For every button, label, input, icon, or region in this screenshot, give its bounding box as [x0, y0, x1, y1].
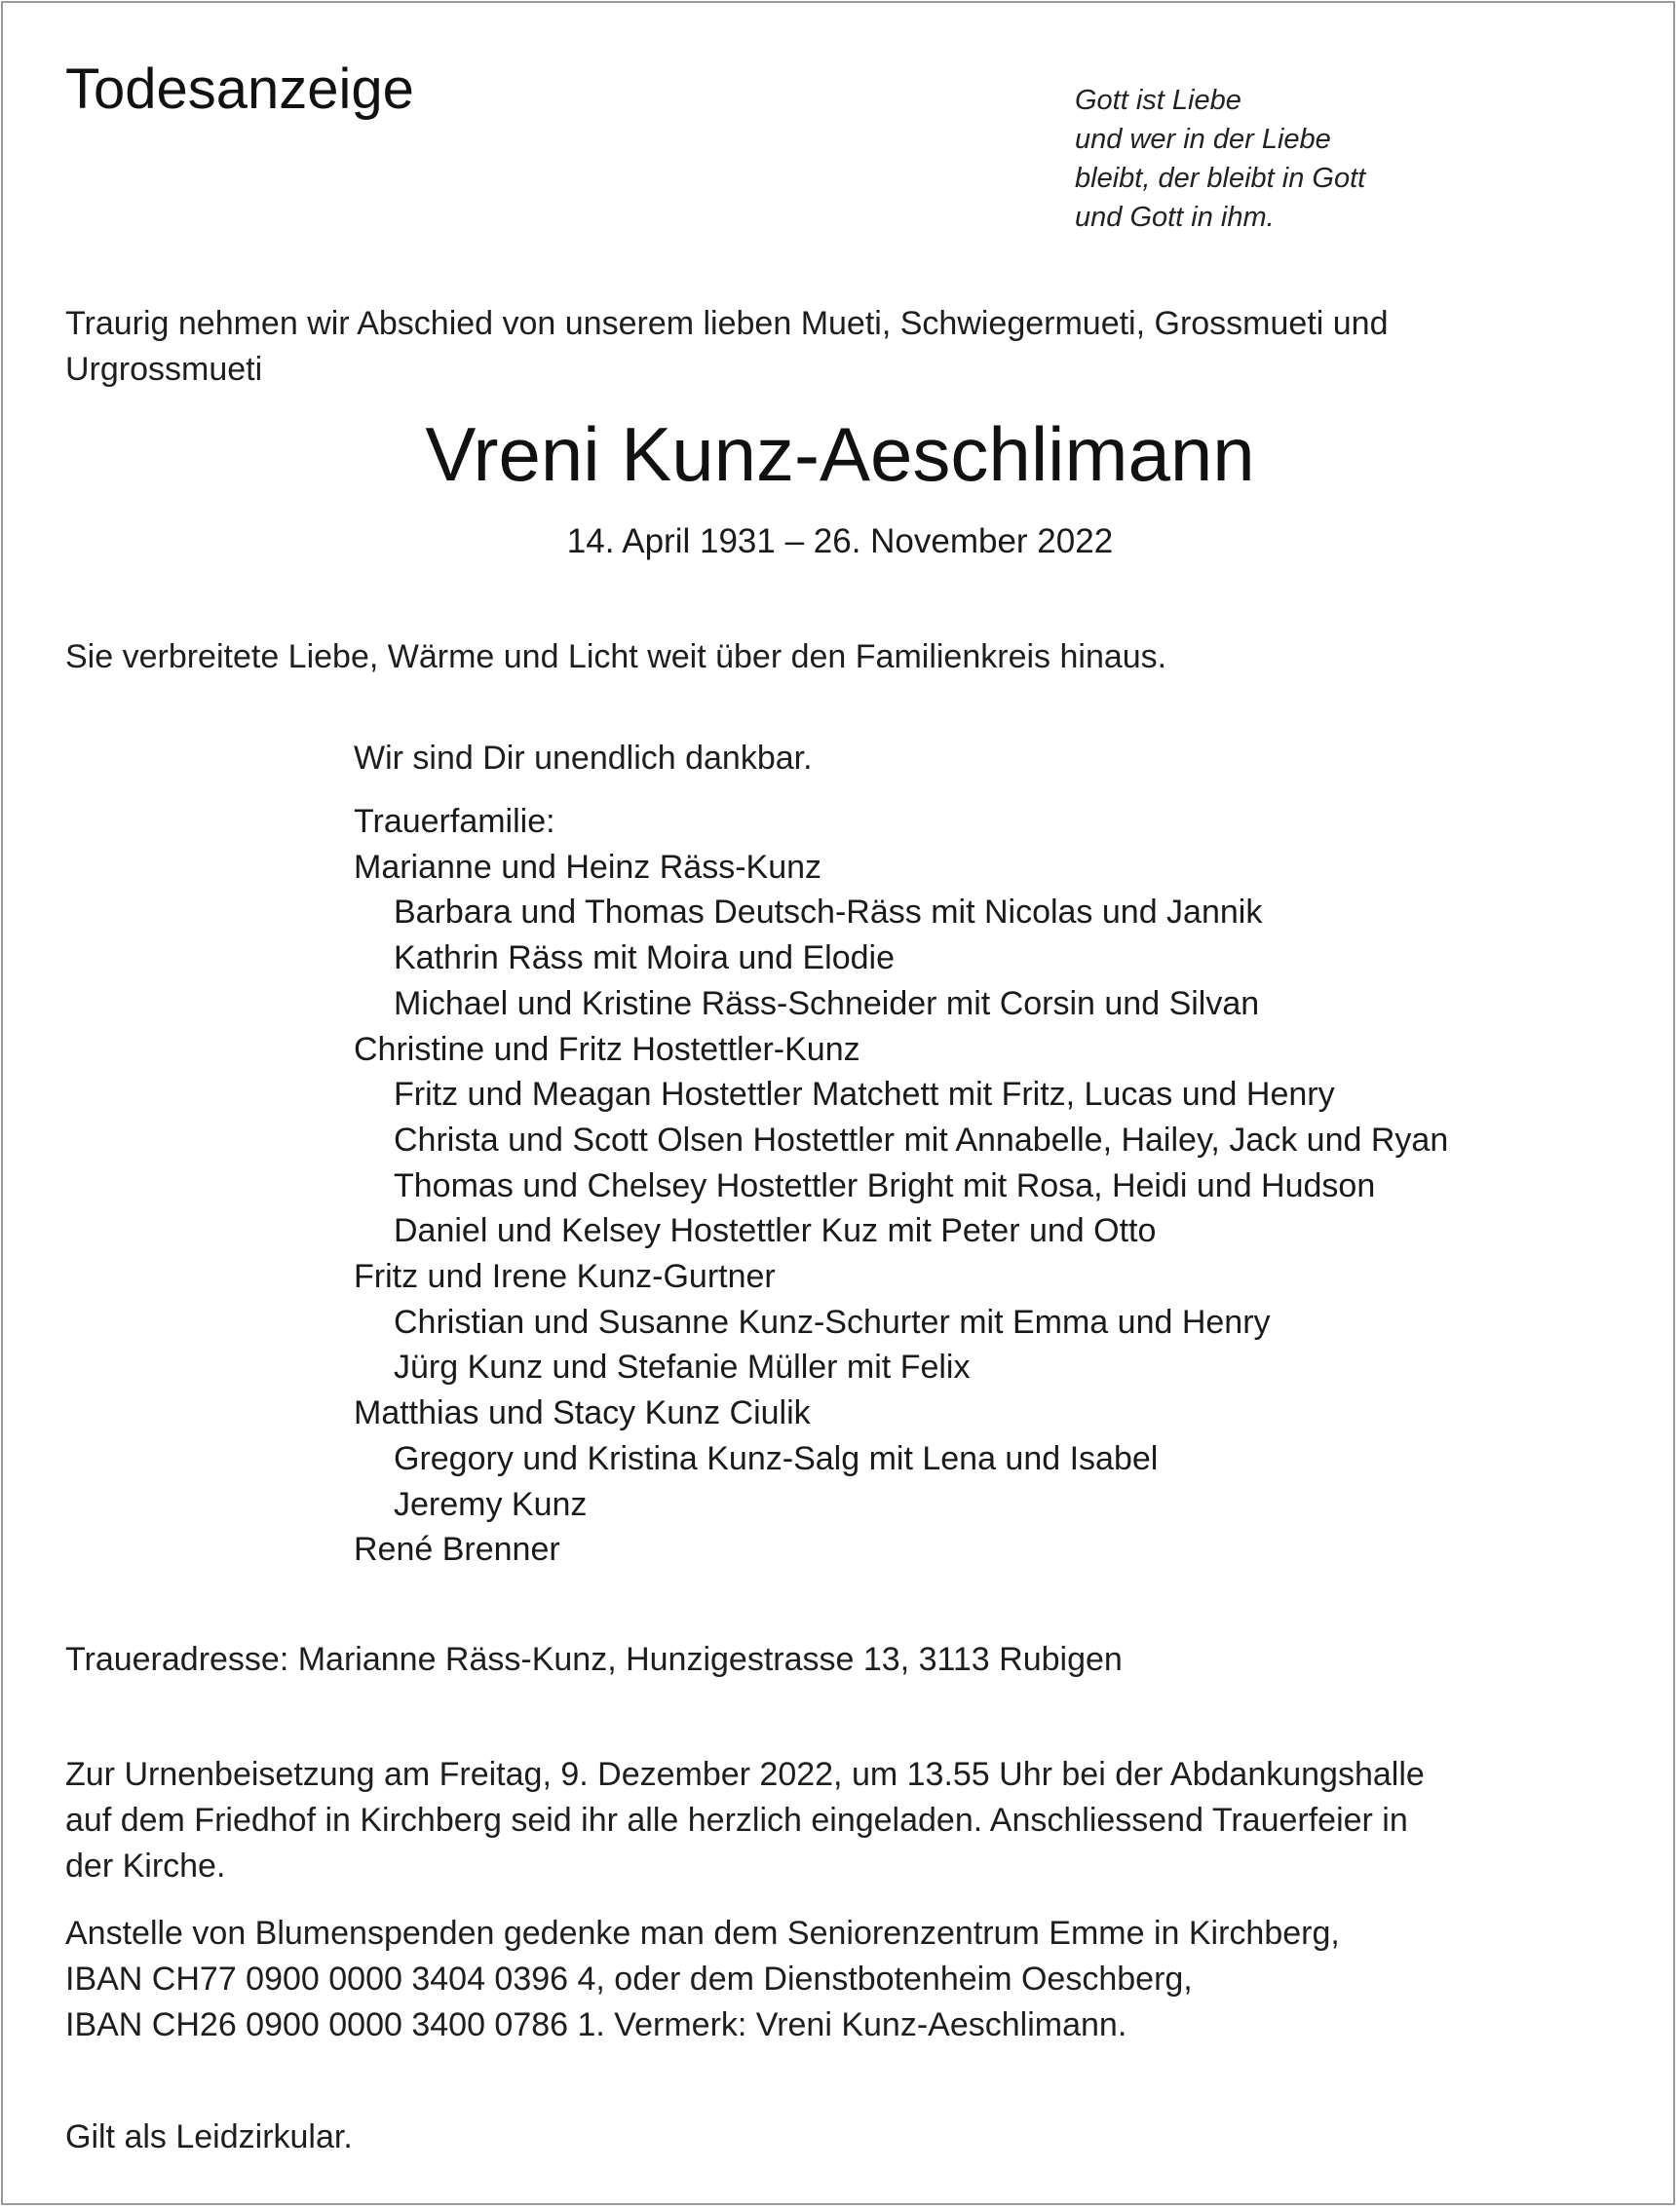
verse-line: und Gott in ihm.: [1075, 202, 1275, 233]
thanks-text: Wir sind Dir unendlich dankbar.: [354, 740, 813, 777]
family-member: Fritz und Irene Kunz-Gurtner: [354, 1258, 776, 1296]
family-member: Michael und Kristine Räss-Schneider mit Corsin und Silvan: [394, 984, 1260, 1022]
family-member: Fritz und Meagan Hostettler Matchett mit Fritz, Lucas und Henry: [394, 1076, 1335, 1114]
donation-line: Anstelle von Blumenspenden gedenke man dem Seniorenzentrum Emme in Kirchberg,: [65, 1915, 1340, 1952]
family-member: Christa und Scott Olsen Hostettler mit Annabelle, Hailey, Jack und Ryan: [394, 1121, 1449, 1159]
family-list: [354, 799, 1448, 1573]
donation-info: [65, 1911, 1340, 2048]
family-member: Thomas und Chelsey Hostettler Bright mit Rosa, Heidi und Hudson: [394, 1166, 1376, 1204]
intro-line: Urgrossmueti: [65, 351, 263, 388]
circular-note: Gilt als Leidzirkular.: [65, 2118, 353, 2155]
tribute-text: Sie verbreitete Liebe, Wärme und Licht weit über den Familienkreis hinaus.: [65, 638, 1167, 675]
deceased-name: Vreni Kunz-Aeschlimann: [425, 411, 1255, 497]
family-member: Christine und Fritz Hostettler-Kunz: [354, 1030, 860, 1068]
family-member: Barbara und Thomas Deutsch-Räss mit Nicolas und Jannik: [394, 894, 1263, 932]
ceremony-info: [65, 1752, 1425, 1889]
bible-verse: [1075, 81, 1365, 237]
intro-text: [65, 301, 1389, 393]
ceremony-line: der Kirche.: [65, 1848, 226, 1885]
verse-line: Gott ist Liebe: [1075, 85, 1241, 116]
notice-heading: Todesanzeige: [65, 57, 414, 121]
intro-line: Traurig nehmen wir Abschied von unserem lieben Mueti, Schwiegermueti, Grossmueti und: [65, 305, 1389, 342]
family-member: Jürg Kunz und Stefanie Müller mit Felix: [394, 1349, 971, 1387]
family-member: René Brenner: [354, 1531, 560, 1569]
family-member: Christian und Susanne Kunz-Schurter mit Emma und Henry: [394, 1303, 1271, 1341]
ceremony-line: auf dem Friedhof in Kirchberg seid ihr alle herzlich eingeladen. Anschliessend Trauerfeier in: [65, 1802, 1408, 1839]
donation-line: IBAN CH77 0900 0000 3404 0396 4, oder dem Dienstbotenheim Oeschberg,: [65, 1961, 1193, 1998]
family-member: Matthias und Stacy Kunz Ciulik: [354, 1394, 811, 1432]
family-member: Jeremy Kunz: [394, 1485, 588, 1523]
family-member: Daniel und Kelsey Hostettler Kuz mit Peter und Otto: [394, 1212, 1157, 1250]
family-member: Marianne und Heinz Räss-Kunz: [354, 848, 822, 886]
family-heading: Trauerfamilie:: [354, 803, 555, 840]
verse-line: bleibt, der bleibt in Gott: [1075, 163, 1366, 194]
obituary-notice: [1, 1, 1675, 2205]
mourning-address: Traueradresse: Marianne Räss-Kunz, Hunzigestrasse 13, 3113 Rubigen: [65, 1641, 1123, 1678]
life-dates: 14. April 1931 – 26. November 2022: [566, 522, 1114, 560]
family-member: Kathrin Räss mit Moira und Elodie: [394, 939, 896, 977]
family-member: Gregory und Kristina Kunz-Salg mit Lena und Isabel: [394, 1439, 1159, 1477]
donation-line: IBAN CH26 0900 0000 3400 0786 1. Vermerk: Vreni Kunz-Aeschlimann.: [65, 2006, 1127, 2043]
ceremony-line: Zur Urnenbeisetzung am Freitag, 9. Dezember 2022, um 13.55 Uhr bei der Abdankungshalle: [65, 1756, 1425, 1793]
verse-line: und wer in der Liebe: [1075, 124, 1331, 155]
